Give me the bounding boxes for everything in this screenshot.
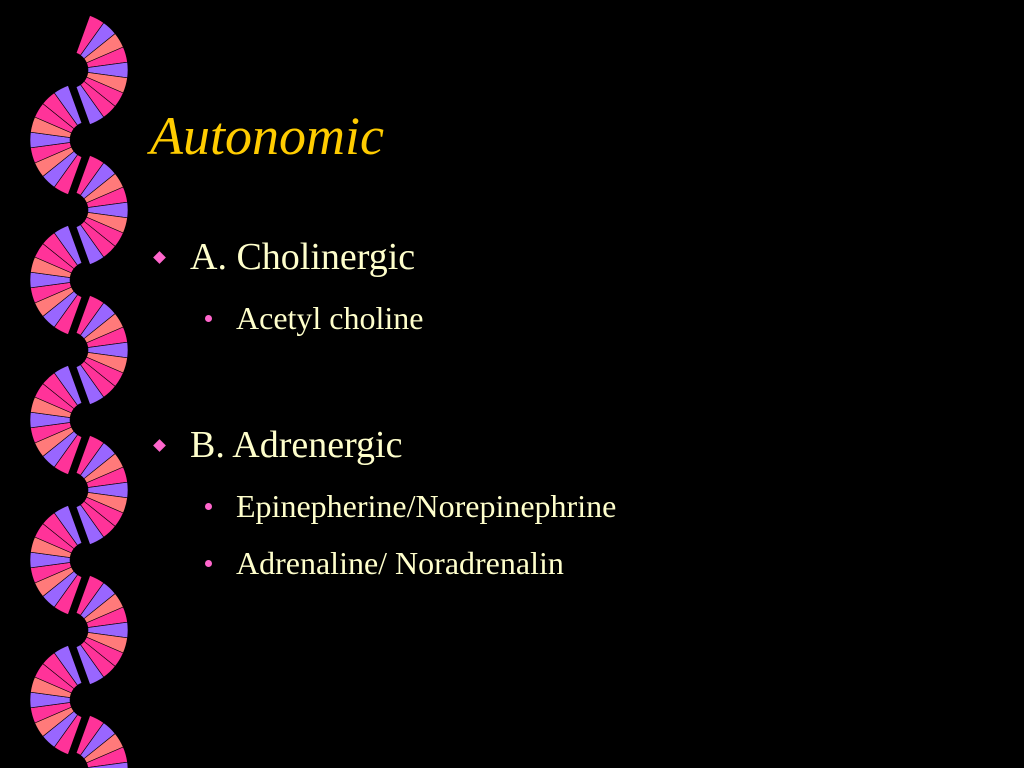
bullet-list: [150, 0, 1010, 768]
sub-bullet-text: Adrenaline/ Noradrenalin: [236, 545, 564, 581]
sub-bullet-item-epinephrine: [150, 487, 616, 525]
ribbon-fan-right: [76, 295, 128, 404]
bullet-item-cholinergic: [150, 235, 415, 279]
ribbon-fan-left: [30, 505, 82, 614]
bullet-item-adrenergic: [150, 423, 402, 467]
slide-title: Autonomic: [150, 106, 384, 166]
sub-bullet-item-acetyl-choline: [150, 299, 423, 337]
dot-bullet-icon: [205, 503, 212, 510]
sub-bullet-text: Epinepherine/Norepinephrine: [236, 488, 617, 524]
ribbon-fan-left: [30, 225, 82, 334]
ribbon-fan-right: [76, 15, 128, 124]
ribbon-decoration: [0, 0, 140, 768]
ribbon-fan-right: [76, 575, 128, 684]
bullet-text: A. Cholinergic: [190, 236, 416, 278]
diamond-bullet-icon: [153, 251, 166, 264]
ribbon-fan-left: [30, 85, 82, 194]
ribbon-fan-left: [30, 645, 82, 754]
ribbon-fan-right: [76, 715, 128, 768]
bullet-text: B. Adrenergic: [190, 424, 403, 466]
ribbon-fan-right: [76, 155, 128, 264]
sub-bullet-text: Acetyl choline: [236, 300, 424, 336]
sub-bullet-item-adrenaline: [150, 544, 564, 582]
dot-bullet-icon: [205, 315, 212, 322]
dot-bullet-icon: [205, 560, 212, 567]
ribbon-fan-right: [76, 435, 128, 544]
ribbon-fan-left: [30, 365, 82, 474]
diamond-bullet-icon: [153, 439, 166, 452]
